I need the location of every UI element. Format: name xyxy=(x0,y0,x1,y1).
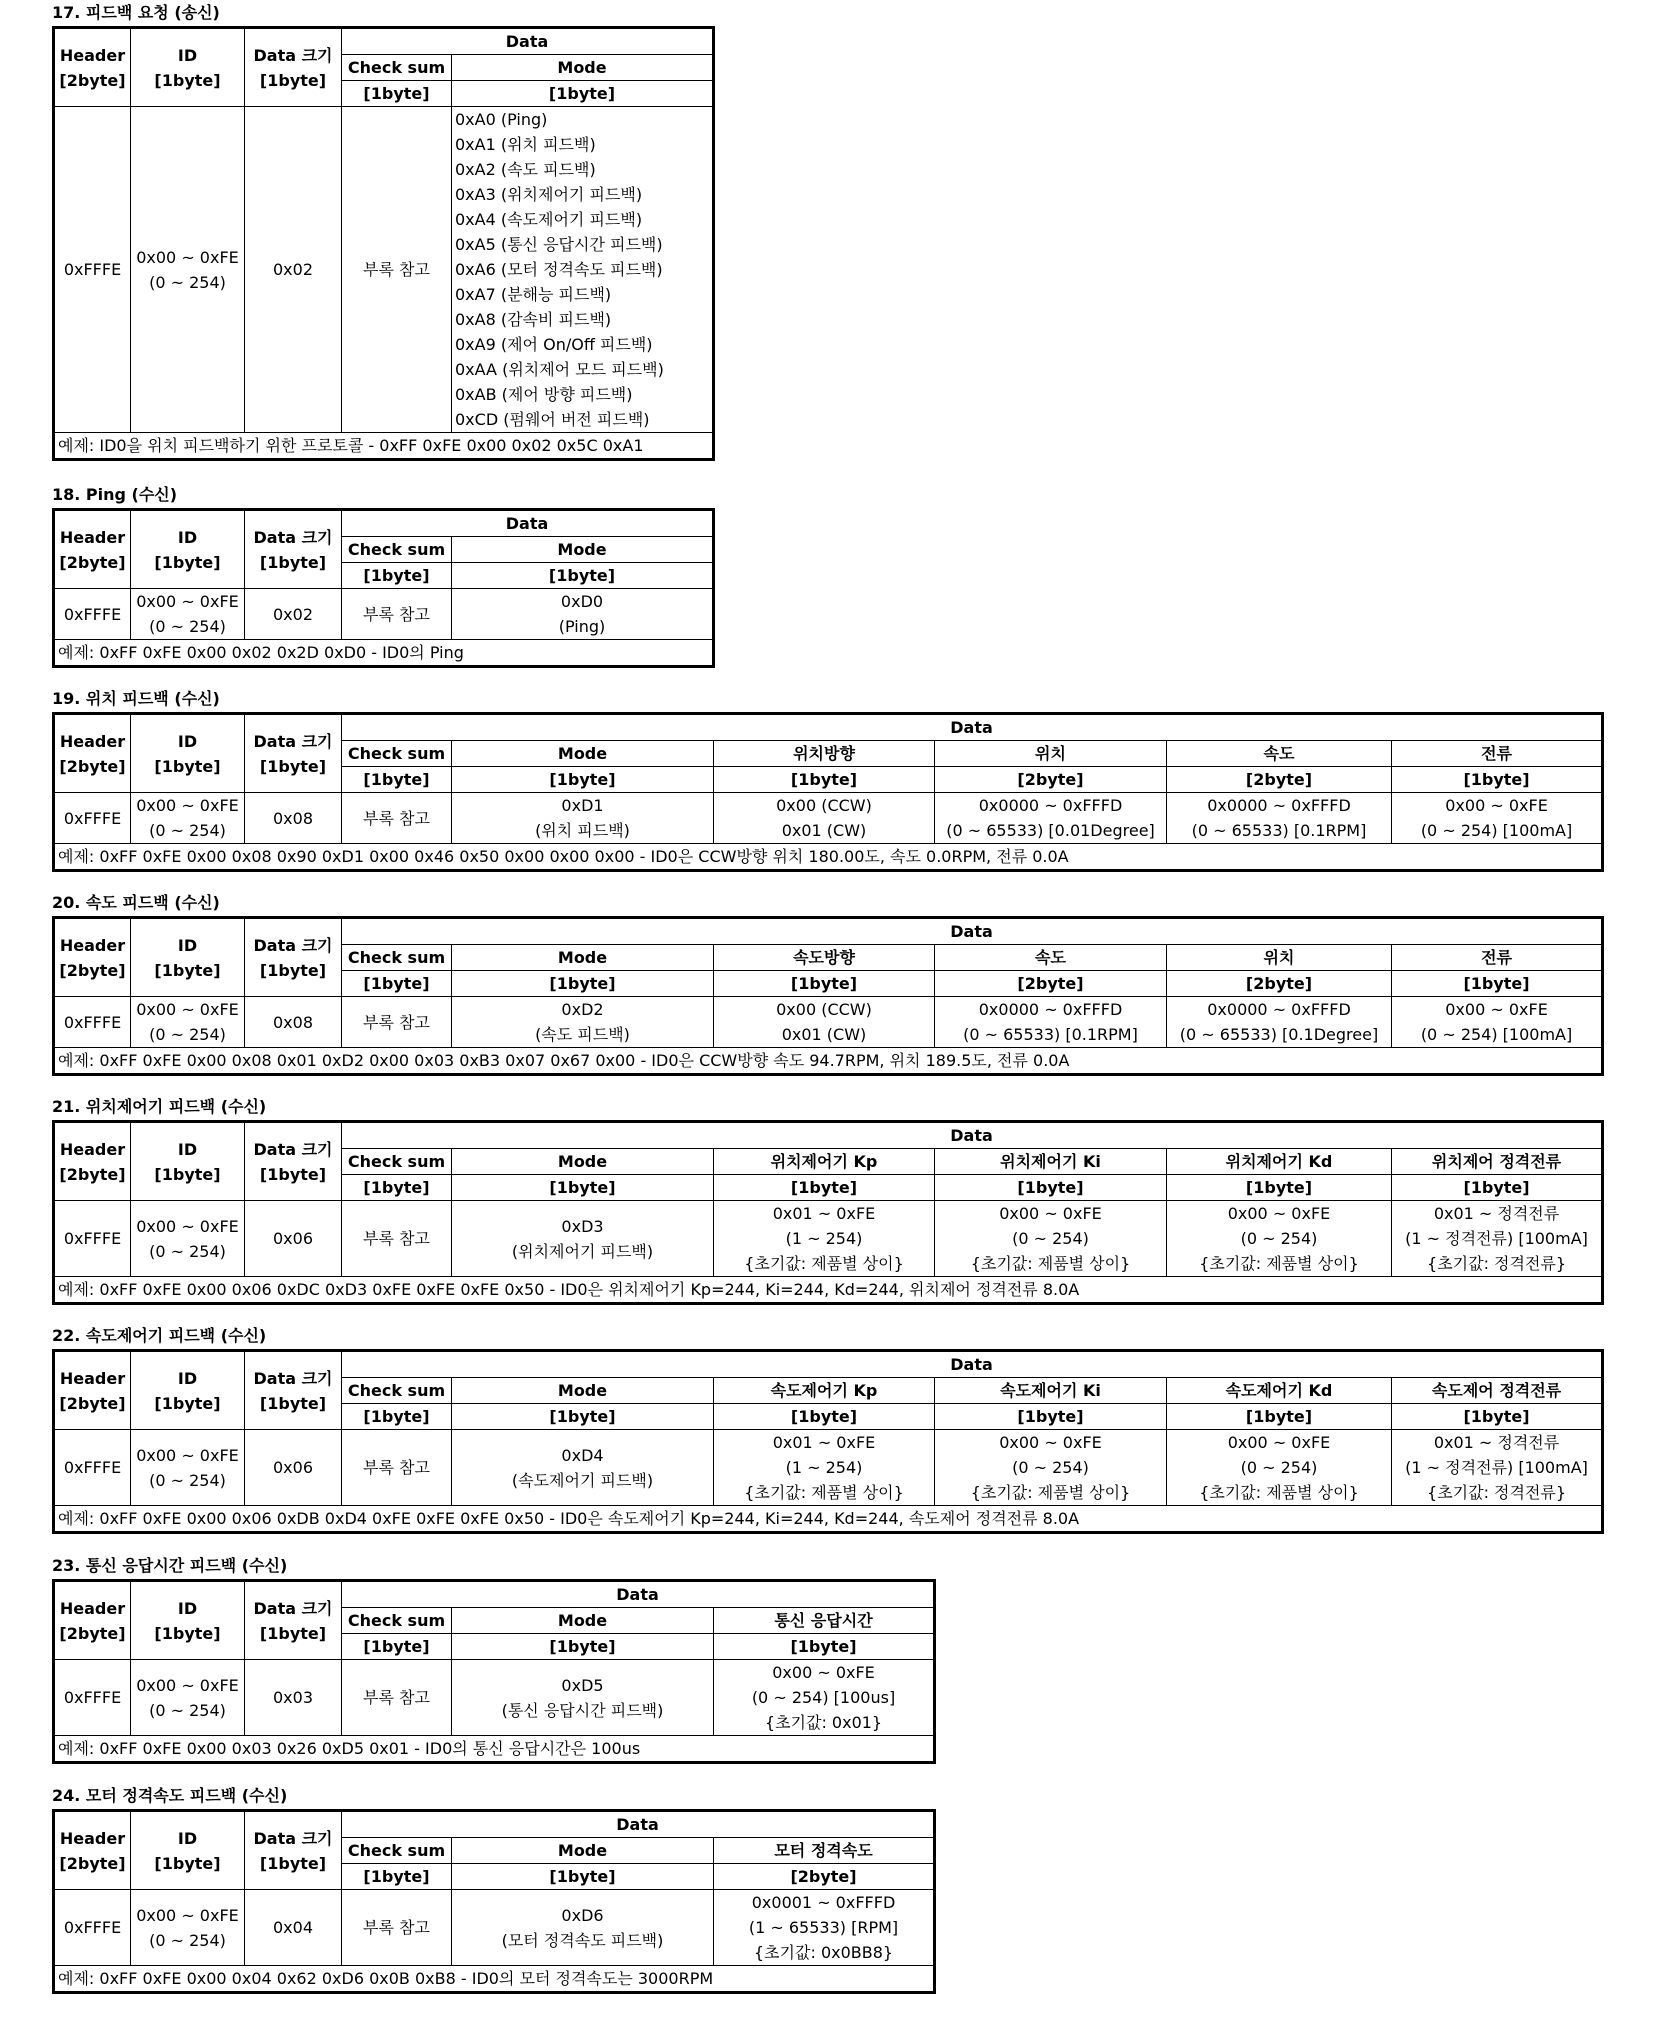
data-group-label: Data xyxy=(342,510,714,537)
header-value: 0xFFFE xyxy=(54,997,131,1048)
field-col-label: 속도 xyxy=(1167,741,1392,767)
mode-col-label: Mode xyxy=(452,55,714,81)
mode-col-size: [1byte] xyxy=(452,1864,714,1890)
checksum-value: 부록 참고 xyxy=(342,107,452,433)
checksum-col-label: Check sum xyxy=(342,1378,452,1404)
example-row: 예제: 0xFF 0xFE 0x00 0x06 0xDB 0xD4 0xFE 0xFE 0xFE 0x50 - ID0은 속도제어기 Kp=244, Ki=244, Kd=244, 속도제어 정격전류 8.0A xyxy=(54,1506,1603,1533)
field-value: 0x0001 ~ 0xFFFD (1 ~ 65533) [RPM] {초기값: 0x0BB8} xyxy=(714,1890,935,1966)
mode-value: 0xD0 (Ping) xyxy=(452,589,714,640)
header-value: 0xFFFE xyxy=(54,1430,131,1506)
section-19 xyxy=(52,686,1604,872)
field-col-label: 전류 xyxy=(1392,741,1603,767)
checksum-value: 부록 참고 xyxy=(342,589,452,640)
checksum-col-label: Check sum xyxy=(342,1608,452,1634)
checksum-col-label: Check sum xyxy=(342,537,452,563)
field-col-size: [1byte] xyxy=(714,971,935,997)
header-col-label: Header [2byte] xyxy=(54,1351,131,1430)
example-row: 예제: 0xFF 0xFE 0x00 0x02 0x2D 0xD0 - ID0의 Ping xyxy=(54,640,714,667)
field-col-size: [1byte] xyxy=(935,1175,1167,1201)
checksum-col-size: [1byte] xyxy=(342,767,452,793)
field-value: 0x00 ~ 0xFE (0 ~ 254) [100mA] xyxy=(1392,997,1603,1048)
field-col-size: [1byte] xyxy=(1167,1175,1392,1201)
field-col-size: [1byte] xyxy=(1392,767,1603,793)
checksum-col-label: Check sum xyxy=(342,741,452,767)
section-21 xyxy=(52,1094,1604,1305)
size-value: 0x02 xyxy=(245,589,342,640)
size-value: 0x02 xyxy=(245,107,342,433)
mode-item: 0xA4 (속도제어기 피드백) xyxy=(455,210,643,229)
checksum-col-label: Check sum xyxy=(342,55,452,81)
field-col-label: 속도방향 xyxy=(714,945,935,971)
field-col-size: [2byte] xyxy=(1167,767,1392,793)
checksum-col-size: [1byte] xyxy=(342,1864,452,1890)
field-value: 0x01 ~ 0xFE (1 ~ 254) {초기값: 제품별 상이} xyxy=(714,1201,935,1277)
field-value: 0x00 ~ 0xFE (0 ~ 254) [100mA] xyxy=(1392,793,1603,844)
mode-item: 0xA9 (제어 On/Off 피드백) xyxy=(455,335,653,354)
field-value: 0x0000 ~ 0xFFFD (0 ~ 65533) [0.1RPM] xyxy=(1167,793,1392,844)
header-value: 0xFFFE xyxy=(54,1890,131,1966)
id-col-label: ID [1byte] xyxy=(131,714,245,793)
field-col-label: 모터 정격속도 xyxy=(714,1838,935,1864)
checksum-value: 부록 참고 xyxy=(342,1430,452,1506)
size-value: 0x04 xyxy=(245,1890,342,1966)
protocol-table xyxy=(52,1349,1604,1534)
field-col-label: 속도 xyxy=(935,945,1167,971)
field-col-label: 위치 xyxy=(935,741,1167,767)
checksum-col-size: [1byte] xyxy=(342,81,452,107)
field-value: 0x00 (CCW) 0x01 (CW) xyxy=(714,793,935,844)
field-value: 0x0000 ~ 0xFFFD (0 ~ 65533) [0.1RPM] xyxy=(935,997,1167,1048)
size-col-label: Data 크기 [1byte] xyxy=(245,1122,342,1201)
field-col-size: [1byte] xyxy=(1392,971,1603,997)
field-col-label: 위치방향 xyxy=(714,741,935,767)
field-col-size: [2byte] xyxy=(935,971,1167,997)
mode-item: 0xA2 (속도 피드백) xyxy=(455,160,596,179)
mode-col-size: [1byte] xyxy=(452,1634,714,1660)
checksum-col-size: [1byte] xyxy=(342,1175,452,1201)
field-col-label: 통신 응답시간 xyxy=(714,1608,935,1634)
header-col-label: Header [2byte] xyxy=(54,28,131,107)
size-col-label: Data 크기 [1byte] xyxy=(245,714,342,793)
id-col-label: ID [1byte] xyxy=(131,1122,245,1201)
field-col-size: [1byte] xyxy=(714,1175,935,1201)
protocol-table xyxy=(52,712,1604,872)
mode-col-label: Mode xyxy=(452,1608,714,1634)
protocol-table xyxy=(52,916,1604,1076)
checksum-value: 부록 참고 xyxy=(342,1890,452,1966)
example-row: 예제: 0xFF 0xFE 0x00 0x04 0x62 0xD6 0x0B 0xB8 - ID0의 모터 정격속도는 3000RPM xyxy=(54,1966,935,1993)
mode-col-label: Mode xyxy=(452,1838,714,1864)
mode-col-size: [1byte] xyxy=(452,563,714,589)
section-24 xyxy=(52,1783,936,1994)
mode-list xyxy=(452,107,714,433)
id-value: 0x00 ~ 0xFE (0 ~ 254) xyxy=(131,997,245,1048)
field-col-label: 속도제어기 Ki xyxy=(935,1378,1167,1404)
header-value: 0xFFFE xyxy=(54,589,131,640)
checksum-col-size: [1byte] xyxy=(342,971,452,997)
id-col-label: ID [1byte] xyxy=(131,1351,245,1430)
data-group-label: Data xyxy=(342,918,1603,945)
mode-item: 0xA8 (감속비 피드백) xyxy=(455,310,612,329)
mode-col-label: Mode xyxy=(452,1149,714,1175)
protocol-table xyxy=(52,26,715,461)
section-20 xyxy=(52,890,1604,1076)
mode-value: 0xD2 (속도 피드백) xyxy=(452,997,714,1048)
size-value: 0x06 xyxy=(245,1201,342,1277)
section-title: 24. 모터 정격속도 피드백 (수신) xyxy=(52,1786,288,1805)
section-18 xyxy=(52,482,715,668)
mode-col-label: Mode xyxy=(452,741,714,767)
field-value: 0x00 ~ 0xFE (0 ~ 254) {초기값: 제품별 상이} xyxy=(1167,1430,1392,1506)
size-value: 0x03 xyxy=(245,1660,342,1736)
mode-item: 0xAA (위치제어 모드 피드백) xyxy=(455,360,664,379)
header-col-label: Header [2byte] xyxy=(54,1581,131,1660)
checksum-col-label: Check sum xyxy=(342,1838,452,1864)
field-value: 0x0000 ~ 0xFFFD (0 ~ 65533) [0.1Degree] xyxy=(1167,997,1392,1048)
mode-item: 0xA3 (위치제어기 피드백) xyxy=(455,185,643,204)
mode-col-label: Mode xyxy=(452,1378,714,1404)
header-value: 0xFFFE xyxy=(54,793,131,844)
checksum-col-label: Check sum xyxy=(342,945,452,971)
section-23 xyxy=(52,1553,936,1764)
mode-item: 0xA0 (Ping) xyxy=(455,110,548,129)
section-22 xyxy=(52,1323,1604,1534)
header-value: 0xFFFE xyxy=(54,107,131,433)
data-group-label: Data xyxy=(342,1351,1603,1378)
field-col-size: [1byte] xyxy=(1392,1404,1603,1430)
mode-value: 0xD3 (위치제어기 피드백) xyxy=(452,1201,714,1277)
section-title: 20. 속도 피드백 (수신) xyxy=(52,893,220,912)
field-value: 0x00 ~ 0xFE (0 ~ 254) {초기값: 제품별 상이} xyxy=(935,1201,1167,1277)
size-value: 0x08 xyxy=(245,997,342,1048)
data-group-label: Data xyxy=(342,1811,935,1838)
field-col-label: 위치 xyxy=(1167,945,1392,971)
mode-item: 0xCD (펌웨어 버전 피드백) xyxy=(455,410,650,429)
field-value: 0x01 ~ 정격전류 (1 ~ 정격전류) [100mA] {초기값: 정격전류} xyxy=(1392,1430,1603,1506)
header-col-label: Header [2byte] xyxy=(54,714,131,793)
protocol-table xyxy=(52,1809,936,1994)
id-value: 0x00 ~ 0xFE (0 ~ 254) xyxy=(131,793,245,844)
header-value: 0xFFFE xyxy=(54,1201,131,1277)
mode-col-size: [1byte] xyxy=(452,971,714,997)
section-title: 23. 통신 응답시간 피드백 (수신) xyxy=(52,1556,288,1575)
mode-item: 0xA5 (통신 응답시간 피드백) xyxy=(455,235,663,254)
checksum-value: 부록 참고 xyxy=(342,1201,452,1277)
field-col-label: 속도제어 정격전류 xyxy=(1392,1378,1603,1404)
field-col-size: [1byte] xyxy=(714,1634,935,1660)
size-col-label: Data 크기 [1byte] xyxy=(245,510,342,589)
size-col-label: Data 크기 [1byte] xyxy=(245,1351,342,1430)
mode-item: 0xA7 (분해능 피드백) xyxy=(455,285,612,304)
protocol-table xyxy=(52,508,715,668)
section-title: 18. Ping (수신) xyxy=(52,485,178,504)
section-title: 21. 위치제어기 피드백 (수신) xyxy=(52,1097,267,1116)
mode-value: 0xD1 (위치 피드백) xyxy=(452,793,714,844)
id-value: 0x00 ~ 0xFE (0 ~ 254) xyxy=(131,1430,245,1506)
field-col-label: 위치제어 정격전류 xyxy=(1392,1149,1603,1175)
field-value: 0x0000 ~ 0xFFFD (0 ~ 65533) [0.01Degree] xyxy=(935,793,1167,844)
id-value: 0x00 ~ 0xFE (0 ~ 254) xyxy=(131,1660,245,1736)
protocol-table xyxy=(52,1120,1604,1305)
id-col-label: ID [1byte] xyxy=(131,510,245,589)
size-col-label: Data 크기 [1byte] xyxy=(245,1581,342,1660)
mode-col-size: [1byte] xyxy=(452,1404,714,1430)
mode-value: 0xD6 (모터 정격속도 피드백) xyxy=(452,1890,714,1966)
section-title: 17. 피드백 요청 (송신) xyxy=(52,3,220,22)
mode-col-label: Mode xyxy=(452,945,714,971)
field-col-size: [1byte] xyxy=(1167,1404,1392,1430)
mode-col-size: [1byte] xyxy=(452,767,714,793)
size-col-label: Data 크기 [1byte] xyxy=(245,1811,342,1890)
field-col-label: 전류 xyxy=(1392,945,1603,971)
id-value: 0x00 ~ 0xFE (0 ~ 254) xyxy=(131,107,245,433)
data-group-label: Data xyxy=(342,1122,1603,1149)
field-col-size: [1byte] xyxy=(714,767,935,793)
mode-item: 0xA6 (모터 정격속도 피드백) xyxy=(455,260,663,279)
checksum-value: 부록 참고 xyxy=(342,997,452,1048)
data-group-label: Data xyxy=(342,714,1603,741)
example-row: 예제: 0xFF 0xFE 0x00 0x08 0x01 0xD2 0x00 0x03 0xB3 0x07 0x67 0x00 - ID0은 CCW방향 속도 94.7RPM, 위치 189.5도, 전류 0.0A xyxy=(54,1048,1603,1075)
field-col-label: 위치제어기 Kp xyxy=(714,1149,935,1175)
field-col-label: 속도제어기 Kd xyxy=(1167,1378,1392,1404)
field-col-size: [1byte] xyxy=(1392,1175,1603,1201)
data-group-label: Data xyxy=(342,1581,935,1608)
mode-item: 0xA1 (위치 피드백) xyxy=(455,135,596,154)
mode-value: 0xD5 (통신 응답시간 피드백) xyxy=(452,1660,714,1736)
header-col-label: Header [2byte] xyxy=(54,918,131,997)
size-value: 0x06 xyxy=(245,1430,342,1506)
checksum-col-size: [1byte] xyxy=(342,1634,452,1660)
checksum-value: 부록 참고 xyxy=(342,793,452,844)
size-col-label: Data 크기 [1byte] xyxy=(245,918,342,997)
field-col-size: [2byte] xyxy=(1167,971,1392,997)
field-value: 0x01 ~ 정격전류 (1 ~ 정격전류) [100mA] {초기값: 정격전류} xyxy=(1392,1201,1603,1277)
field-value: 0x00 ~ 0xFE (0 ~ 254) {초기값: 제품별 상이} xyxy=(1167,1201,1392,1277)
id-col-label: ID [1byte] xyxy=(131,28,245,107)
example-row: 예제: 0xFF 0xFE 0x00 0x06 0xDC 0xD3 0xFE 0xFE 0xFE 0x50 - ID0은 위치제어기 Kp=244, Ki=244, Kd=244, 위치제어 정격전류 8.0A xyxy=(54,1277,1603,1304)
header-col-label: Header [2byte] xyxy=(54,1122,131,1201)
size-value: 0x08 xyxy=(245,793,342,844)
checksum-col-size: [1byte] xyxy=(342,1404,452,1430)
section-17 xyxy=(52,0,715,461)
checksum-col-label: Check sum xyxy=(342,1149,452,1175)
id-col-label: ID [1byte] xyxy=(131,1581,245,1660)
mode-col-size: [1byte] xyxy=(452,1175,714,1201)
header-col-label: Header [2byte] xyxy=(54,1811,131,1890)
header-col-label: Header [2byte] xyxy=(54,510,131,589)
mode-col-size: [1byte] xyxy=(452,81,714,107)
id-value: 0x00 ~ 0xFE (0 ~ 254) xyxy=(131,589,245,640)
field-col-label: 위치제어기 Kd xyxy=(1167,1149,1392,1175)
field-value: 0x00 (CCW) 0x01 (CW) xyxy=(714,997,935,1048)
id-col-label: ID [1byte] xyxy=(131,1811,245,1890)
example-row: 예제: 0xFF 0xFE 0x00 0x08 0x90 0xD1 0x00 0x46 0x50 0x00 0x00 0x00 - ID0은 CCW방향 위치 180.00도, 속도 0.0RPM, 전류 0.0A xyxy=(54,844,1603,871)
field-value: 0x00 ~ 0xFE (0 ~ 254) {초기값: 제품별 상이} xyxy=(935,1430,1167,1506)
example-row: 예제: ID0을 위치 피드백하기 위한 프로토콜 - 0xFF 0xFE 0x00 0x02 0x5C 0xA1 xyxy=(54,433,714,460)
field-col-size: [1byte] xyxy=(714,1404,935,1430)
mode-item: 0xAB (제어 방향 피드백) xyxy=(455,385,633,404)
field-col-label: 속도제어기 Kp xyxy=(714,1378,935,1404)
id-col-label: ID [1byte] xyxy=(131,918,245,997)
size-col-label: Data 크기 [1byte] xyxy=(245,28,342,107)
checksum-col-size: [1byte] xyxy=(342,563,452,589)
example-row: 예제: 0xFF 0xFE 0x00 0x03 0x26 0xD5 0x01 - ID0의 통신 응답시간은 100us xyxy=(54,1736,935,1763)
id-value: 0x00 ~ 0xFE (0 ~ 254) xyxy=(131,1890,245,1966)
field-col-label: 위치제어기 Ki xyxy=(935,1149,1167,1175)
header-value: 0xFFFE xyxy=(54,1660,131,1736)
section-title: 19. 위치 피드백 (수신) xyxy=(52,689,220,708)
data-group-label: Data xyxy=(342,28,714,55)
section-title: 22. 속도제어기 피드백 (수신) xyxy=(52,1326,267,1345)
mode-value: 0xD4 (속도제어기 피드백) xyxy=(452,1430,714,1506)
field-col-size: [1byte] xyxy=(935,1404,1167,1430)
field-col-size: [2byte] xyxy=(935,767,1167,793)
field-value: 0x00 ~ 0xFE (0 ~ 254) [100us] {초기값: 0x01} xyxy=(714,1660,935,1736)
field-value: 0x01 ~ 0xFE (1 ~ 254) {초기값: 제품별 상이} xyxy=(714,1430,935,1506)
protocol-table xyxy=(52,1579,936,1764)
field-col-size: [2byte] xyxy=(714,1864,935,1890)
mode-col-label: Mode xyxy=(452,537,714,563)
id-value: 0x00 ~ 0xFE (0 ~ 254) xyxy=(131,1201,245,1277)
checksum-value: 부록 참고 xyxy=(342,1660,452,1736)
